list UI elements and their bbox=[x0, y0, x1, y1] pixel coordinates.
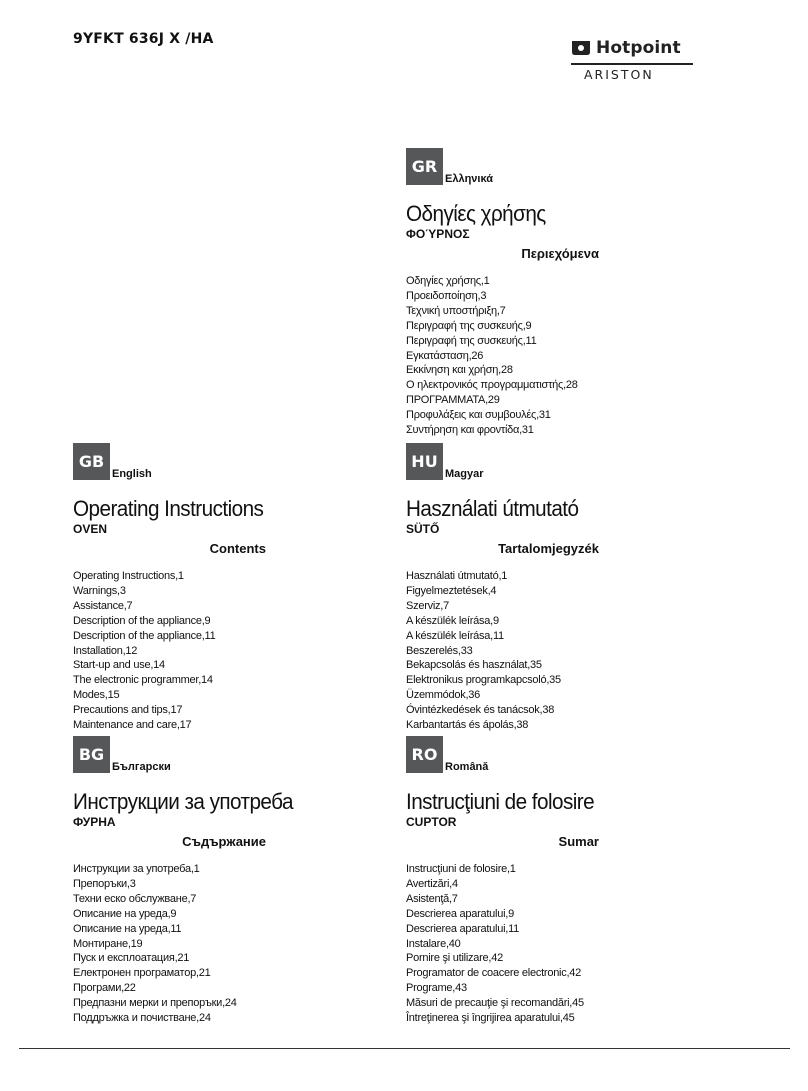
language-code-badge: HU bbox=[406, 443, 443, 480]
section-subtitle: ФУРНА bbox=[73, 815, 116, 829]
toc-item[interactable]: Măsuri de precauţie şi recomandări,45 bbox=[406, 997, 584, 1010]
contents-heading: Περιεχόμενα bbox=[521, 246, 599, 261]
toc-item[interactable]: Beszerelés,33 bbox=[406, 644, 473, 657]
toc-item[interactable]: Programator de coacere electronic,42 bbox=[406, 967, 582, 980]
toc-item[interactable]: Ο ηλεκτρονικός προγραμματιστής,28 bbox=[406, 379, 578, 392]
toc-item[interactable]: Installation,12 bbox=[73, 644, 138, 657]
toc-item[interactable]: Τεχνική υποστήριξη,7 bbox=[406, 304, 506, 317]
section-title: Operating Instructions bbox=[73, 496, 264, 521]
toc-item[interactable]: Description of the appliance,9 bbox=[73, 614, 211, 627]
toc-item[interactable]: A készülék leírása,9 bbox=[406, 614, 499, 627]
language-code-badge: BG bbox=[73, 736, 110, 773]
footer-divider bbox=[19, 1048, 790, 1049]
contents-heading: Tartalomjegyzék bbox=[498, 541, 599, 556]
toc-item[interactable]: Инструкции за употреба,1 bbox=[73, 863, 200, 875]
toc-item[interactable]: Warnings,3 bbox=[73, 584, 126, 597]
toc-item[interactable]: Εγκατάσταση,26 bbox=[406, 349, 484, 362]
toc-item[interactable]: Start-up and use,14 bbox=[73, 659, 165, 672]
contents-heading: Contents bbox=[209, 541, 266, 556]
contents-heading: Съдържание bbox=[182, 834, 266, 849]
toc-item[interactable]: Предпазни мерки и препоръки,24 bbox=[73, 997, 237, 1010]
toc-item[interactable]: Avertizări,4 bbox=[406, 877, 458, 890]
toc-item[interactable]: Programe,43 bbox=[406, 982, 467, 995]
toc-item[interactable]: Οδηγίες χρήσης,1 bbox=[406, 275, 490, 287]
toc-item[interactable]: Προφυλάξεις και συμβουλές,31 bbox=[406, 409, 551, 422]
section-ro bbox=[406, 736, 736, 1026]
contents-list bbox=[406, 274, 736, 438]
toc-item[interactable]: Elektronikus programkapcsoló,35 bbox=[406, 674, 561, 687]
toc-item[interactable]: Описание на уреда,11 bbox=[73, 922, 182, 935]
toc-item[interactable]: Περιγραφή της συσκευής,11 bbox=[406, 334, 537, 347]
toc-item[interactable]: ΠΡΟΓΡΑΜΜΑΤΑ,29 bbox=[406, 394, 500, 407]
toc-item[interactable]: Assistance,7 bbox=[73, 599, 133, 612]
toc-item[interactable]: Монтиране,19 bbox=[73, 937, 143, 950]
toc-item[interactable]: Bekapcsolás és használat,35 bbox=[406, 659, 542, 672]
language-code-badge: RO bbox=[406, 736, 443, 773]
language-name: Magyar bbox=[445, 468, 484, 480]
contents-list bbox=[406, 569, 736, 733]
toc-item[interactable]: Întreţinerea şi îngrijirea aparatului,45 bbox=[406, 1012, 575, 1025]
toc-item[interactable]: Óvintézkedések és tanácsok,38 bbox=[406, 704, 555, 717]
language-code-badge: GR bbox=[406, 148, 443, 185]
toc-item[interactable]: Περιγραφή της συσκευής,9 bbox=[406, 319, 532, 332]
language-name: English bbox=[112, 468, 152, 480]
contents-list bbox=[73, 569, 403, 733]
toc-item[interactable]: Техни еско обслужване,7 bbox=[73, 892, 197, 905]
toc-item[interactable]: Препоръки,3 bbox=[73, 877, 136, 890]
toc-item[interactable]: Εκκίνηση και χρήση,28 bbox=[406, 364, 513, 377]
toc-item[interactable]: Προειδοποίηση,3 bbox=[406, 289, 487, 302]
language-name: Română bbox=[445, 761, 489, 773]
toc-item[interactable]: Instalare,40 bbox=[406, 937, 461, 950]
section-subtitle: ΦΟΎΡΝΟΣ bbox=[406, 227, 470, 241]
toc-item[interactable]: Instrucţiuni de folosire,1 bbox=[406, 863, 516, 875]
toc-item[interactable]: Поддръжка и почистване,24 bbox=[73, 1012, 211, 1025]
toc-item[interactable]: Pornire şi utilizare,42 bbox=[406, 952, 503, 965]
brand-subname: ARISTON bbox=[584, 67, 654, 82]
toc-item[interactable]: Szerviz,7 bbox=[406, 599, 449, 612]
toc-item[interactable]: Figyelmeztetések,4 bbox=[406, 584, 497, 597]
section-hu bbox=[406, 443, 736, 733]
contents-heading: Sumar bbox=[558, 834, 599, 849]
section-subtitle: CUPTOR bbox=[406, 815, 457, 829]
model-number: 9YFKT 636J X /HA bbox=[73, 31, 214, 47]
section-gb bbox=[73, 443, 403, 733]
toc-item[interactable]: Precautions and tips,17 bbox=[73, 704, 183, 717]
section-title: Instrucţiuni de folosire bbox=[406, 789, 595, 814]
toc-item[interactable]: Пуск и експлоатация,21 bbox=[73, 952, 190, 965]
section-title: Инструкции за употреба bbox=[73, 789, 293, 814]
brand-logo bbox=[571, 37, 696, 81]
toc-item[interactable]: Descrierea aparatului,11 bbox=[406, 922, 520, 935]
toc-item[interactable]: The electronic programmer,14 bbox=[73, 674, 213, 687]
toc-item[interactable]: Συντήρηση και φροντίδα,31 bbox=[406, 424, 534, 437]
section-bg bbox=[73, 736, 403, 1026]
toc-item[interactable]: Modes,15 bbox=[73, 689, 120, 702]
toc-item[interactable]: A készülék leírása,11 bbox=[406, 629, 504, 642]
section-title: Használati útmutató bbox=[406, 496, 579, 521]
section-title: Οδηγίες χρήσης bbox=[406, 201, 546, 226]
toc-item[interactable]: Електронен програматор,21 bbox=[73, 967, 211, 980]
section-subtitle: SÜTŐ bbox=[406, 522, 440, 536]
toc-item[interactable]: Használati útmutató,1 bbox=[406, 570, 508, 582]
section-subtitle: OVEN bbox=[73, 522, 108, 536]
brand-divider bbox=[571, 63, 693, 65]
toc-item[interactable]: Descrierea aparatului,9 bbox=[406, 907, 514, 920]
toc-item[interactable]: Maintenance and care,17 bbox=[73, 719, 192, 732]
toc-item[interactable]: Operating Instructions,1 bbox=[73, 570, 184, 582]
language-code-badge: GB bbox=[73, 443, 110, 480]
language-name: Български bbox=[112, 761, 171, 773]
toc-item[interactable]: Asistenţă,7 bbox=[406, 892, 458, 905]
contents-list bbox=[73, 862, 403, 1026]
hotpoint-oven-icon bbox=[571, 40, 591, 56]
toc-item[interactable]: Üzemmódok,36 bbox=[406, 689, 481, 702]
section-gr bbox=[406, 148, 736, 438]
brand-name: Hotpoint bbox=[596, 38, 681, 58]
toc-item[interactable]: Description of the appliance,11 bbox=[73, 629, 216, 642]
language-name: Ελληνικά bbox=[445, 173, 493, 185]
toc-item[interactable]: Karbantartás és ápolás,38 bbox=[406, 719, 529, 732]
toc-item[interactable]: Програми,22 bbox=[73, 982, 136, 995]
contents-list bbox=[406, 862, 736, 1026]
toc-item[interactable]: Описание на уреда,9 bbox=[73, 907, 177, 920]
